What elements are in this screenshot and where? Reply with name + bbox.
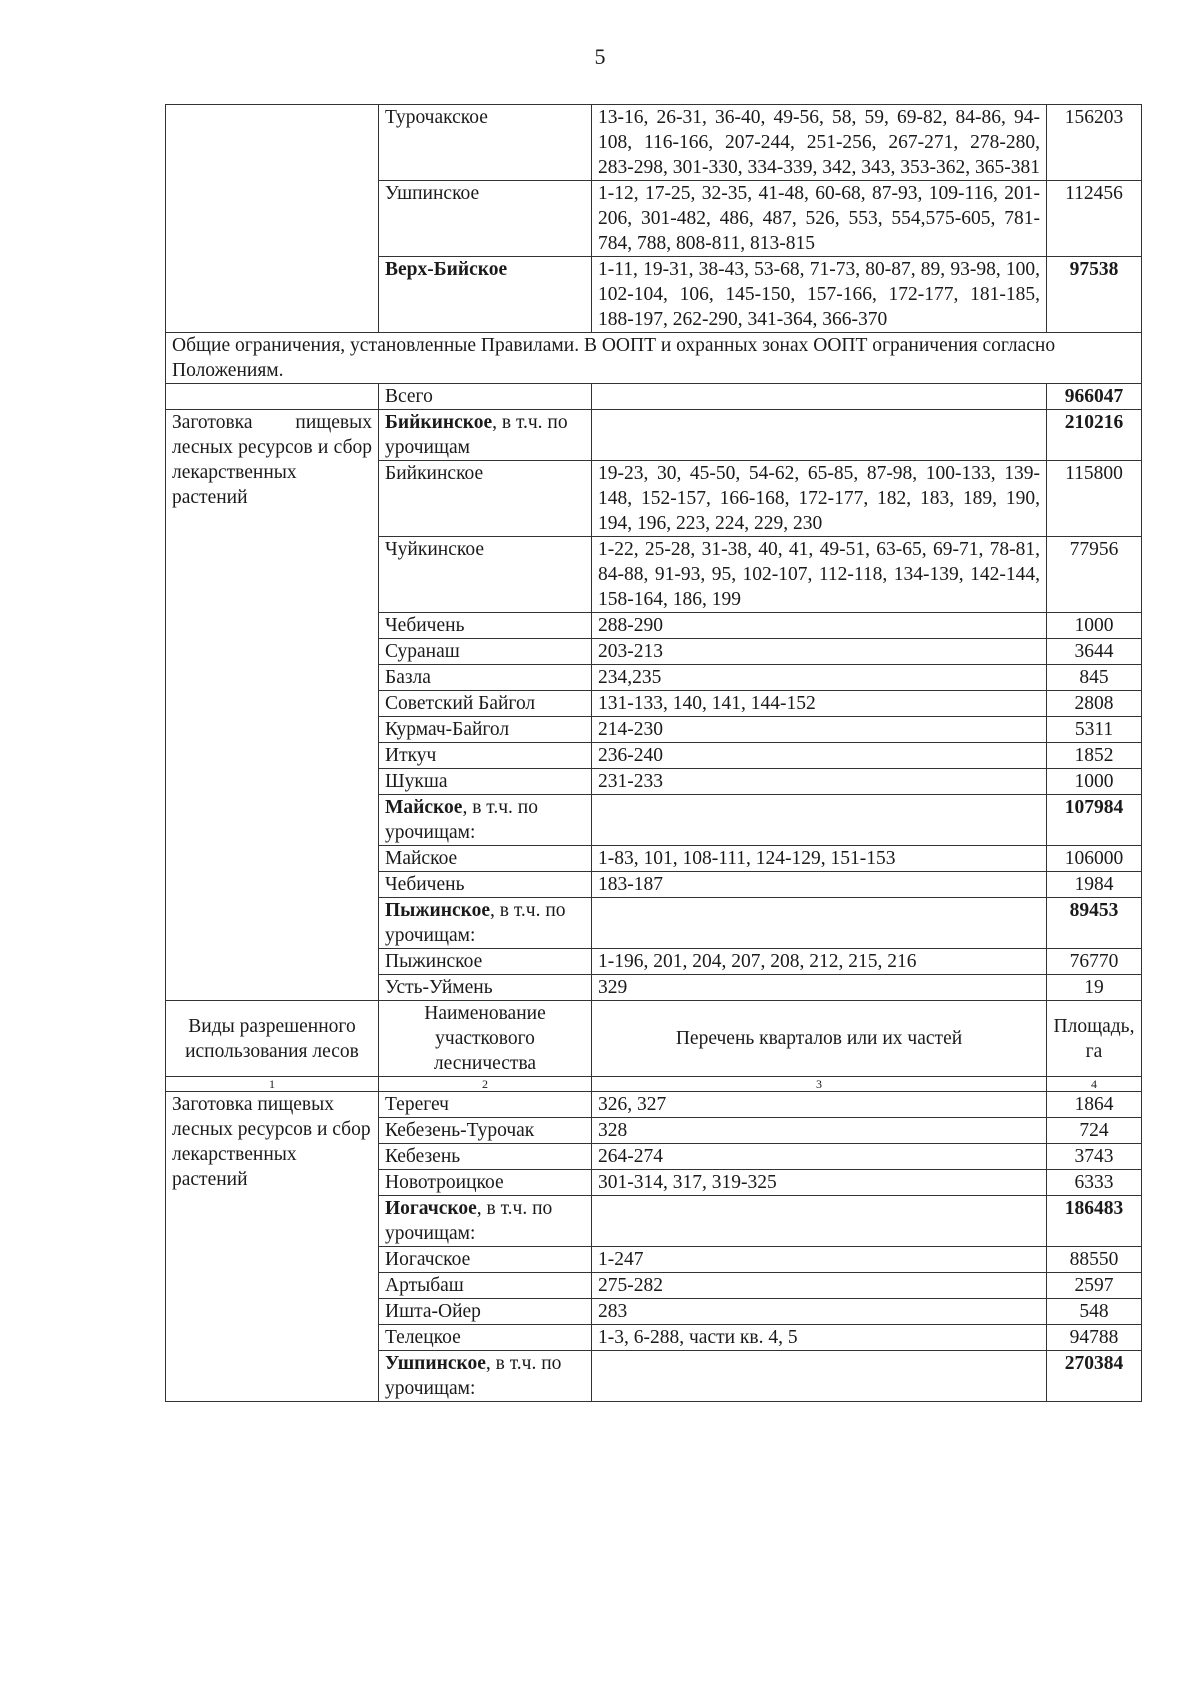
column-number: 2 bbox=[379, 1077, 592, 1092]
table-header-row bbox=[166, 1001, 1142, 1077]
quarters-list: 234,235 bbox=[592, 665, 1047, 691]
quarters-list: 328 bbox=[592, 1118, 1047, 1144]
area-value: 6333 bbox=[1047, 1170, 1142, 1196]
quarters-list: 301-314, 317, 319-325 bbox=[592, 1170, 1047, 1196]
area-value: 2597 bbox=[1047, 1273, 1142, 1299]
header-forestry: Наименование участкового лесничества bbox=[379, 1001, 592, 1077]
quarters-list: 1-196, 201, 204, 207, 208, 212, 215, 216 bbox=[592, 949, 1047, 975]
area-value: 156203 bbox=[1047, 105, 1142, 181]
use-type-label: Заготовка пищевых лесных ресурсов и сбор лекарственных растений bbox=[166, 1092, 379, 1402]
forestry-head-name: Майское bbox=[385, 797, 463, 818]
quarters-list: 19-23, 30, 45-50, 54-62, 65-85, 87-98, 100-133, 139-148, 152-157, 166-168, 172-177, 182, 183, 189, 190, 194, 196, 223, 224, 229, 230 bbox=[592, 461, 1047, 537]
quarters-list: 231-233 bbox=[592, 769, 1047, 795]
table-row bbox=[166, 384, 1142, 410]
area-value: 5311 bbox=[1047, 717, 1142, 743]
district-name: Артыбаш bbox=[379, 1273, 592, 1299]
district-name: Ушпинское bbox=[379, 181, 592, 257]
district-name: Верх-Бийское bbox=[379, 257, 592, 333]
use-type-label: Заготовка пищевых лесных ресурсов и сбор лекарственных растений bbox=[166, 410, 379, 1001]
district-name: Усть-Уймень bbox=[379, 975, 592, 1001]
area-value: 94788 bbox=[1047, 1325, 1142, 1351]
district-name: Пыжинское bbox=[379, 949, 592, 975]
quarters-list-empty bbox=[592, 384, 1047, 410]
quarters-list-empty bbox=[592, 898, 1047, 949]
header-area: Площадь, га bbox=[1047, 1001, 1142, 1077]
forestry-head-name: Иогачское bbox=[385, 1198, 477, 1219]
district-name: Бийкинское bbox=[379, 461, 592, 537]
district-name: Шукша bbox=[379, 769, 592, 795]
quarters-list: 1-83, 101, 108-111, 124-129, 151-153 bbox=[592, 846, 1047, 872]
forestry-head-name: Пыжинское bbox=[385, 900, 491, 921]
column-number-row bbox=[166, 1077, 1142, 1092]
quarters-list: 288-290 bbox=[592, 613, 1047, 639]
forestry-head bbox=[379, 795, 592, 846]
use-type-cell-empty bbox=[166, 105, 379, 333]
forestry-head-area: 210216 bbox=[1047, 410, 1142, 461]
area-value: 76770 bbox=[1047, 949, 1142, 975]
forestry-head bbox=[379, 898, 592, 949]
forestry-head-area: 107984 bbox=[1047, 795, 1142, 846]
forestry-head-area: 89453 bbox=[1047, 898, 1142, 949]
area-value: 1864 bbox=[1047, 1092, 1142, 1118]
area-value: 1852 bbox=[1047, 743, 1142, 769]
header-use-type: Виды разрешенного использования лесов bbox=[166, 1001, 379, 1077]
quarters-list: 13-16, 26-31, 36-40, 49-56, 58, 59, 69-82, 84-86, 94-108, 116-166, 207-244, 251-256, 267-271, 278-280, 283-298, 301-330, 334-339, 342, 343, 353-362, 365-381 bbox=[592, 105, 1047, 181]
quarters-list: 275-282 bbox=[592, 1273, 1047, 1299]
forestry-head-suffix: , в т.ч. по урочищам: bbox=[385, 797, 538, 843]
forestry-head bbox=[379, 1351, 592, 1402]
area-value: 548 bbox=[1047, 1299, 1142, 1325]
forestry-head-suffix: , в т.ч. по урочищам: bbox=[385, 1198, 553, 1244]
column-number: 3 bbox=[592, 1077, 1047, 1092]
forestry-head-name: Ушпинское bbox=[385, 1353, 486, 1374]
quarters-list: 183-187 bbox=[592, 872, 1047, 898]
forestry-head bbox=[379, 410, 592, 461]
area-value: 115800 bbox=[1047, 461, 1142, 537]
quarters-list: 1-3, 6-288, части кв. 4, 5 bbox=[592, 1325, 1047, 1351]
quarters-list: 214-230 bbox=[592, 717, 1047, 743]
district-name: Кебезень-Турочак bbox=[379, 1118, 592, 1144]
forestry-head-name: Бийкинское bbox=[385, 412, 493, 433]
area-value: 2808 bbox=[1047, 691, 1142, 717]
table-row bbox=[166, 410, 1142, 461]
district-name: Базла bbox=[379, 665, 592, 691]
quarters-list: 1-11, 19-31, 38-43, 53-68, 71-73, 80-87, 89, 93-98, 100, 102-104, 106, 145-150, 157-166, 172-177, 181-185, 188-197, 262-290, 341-364, 366-370 bbox=[592, 257, 1047, 333]
forestry-head-area: 270384 bbox=[1047, 1351, 1142, 1402]
forest-use-table bbox=[165, 104, 1142, 1402]
quarters-list: 329 bbox=[592, 975, 1047, 1001]
district-name: Новотроицкое bbox=[379, 1170, 592, 1196]
district-name: Иогачское bbox=[379, 1247, 592, 1273]
district-name: Телецкое bbox=[379, 1325, 592, 1351]
quarters-list: 283 bbox=[592, 1299, 1047, 1325]
district-name: Майское bbox=[379, 846, 592, 872]
area-value: 1984 bbox=[1047, 872, 1142, 898]
area-value: 77956 bbox=[1047, 537, 1142, 613]
table-row bbox=[166, 1092, 1142, 1118]
district-name: Чебичень bbox=[379, 613, 592, 639]
forestry-head-suffix: , в т.ч. по урочищам bbox=[385, 412, 568, 458]
district-name: Терегеч bbox=[379, 1092, 592, 1118]
quarters-list: 1-22, 25-28, 31-38, 40, 41, 49-51, 63-65, 69-71, 78-81, 84-88, 91-93, 95, 102-107, 112-118, 134-139, 142-144, 158-164, 186, 199 bbox=[592, 537, 1047, 613]
forestry-head-suffix: , в т.ч. по урочищам: bbox=[385, 900, 566, 946]
area-value: 3644 bbox=[1047, 639, 1142, 665]
area-value: 19 bbox=[1047, 975, 1142, 1001]
use-type-cell-empty bbox=[166, 384, 379, 410]
district-name: Чебичень bbox=[379, 872, 592, 898]
column-number: 4 bbox=[1047, 1077, 1142, 1092]
forestry-head-area: 186483 bbox=[1047, 1196, 1142, 1247]
total-label: Всего bbox=[379, 384, 592, 410]
area-value: 112456 bbox=[1047, 181, 1142, 257]
area-value: 724 bbox=[1047, 1118, 1142, 1144]
quarters-list: 236-240 bbox=[592, 743, 1047, 769]
column-number: 1 bbox=[166, 1077, 379, 1092]
quarters-list: 326, 327 bbox=[592, 1092, 1047, 1118]
quarters-list-empty bbox=[592, 1196, 1047, 1247]
area-value: 97538 bbox=[1047, 257, 1142, 333]
area-value: 3743 bbox=[1047, 1144, 1142, 1170]
forestry-head bbox=[379, 1196, 592, 1247]
district-name: Кебезень bbox=[379, 1144, 592, 1170]
table-row bbox=[166, 105, 1142, 181]
district-name: Чуйкинское bbox=[379, 537, 592, 613]
area-value: 1000 bbox=[1047, 613, 1142, 639]
area-value: 106000 bbox=[1047, 846, 1142, 872]
area-value: 88550 bbox=[1047, 1247, 1142, 1273]
area-value: 845 bbox=[1047, 665, 1142, 691]
district-name: Иткуч bbox=[379, 743, 592, 769]
restrictions-text: Общие ограничения, установленные Правилами. В ООПТ и охранных зонах ООПТ ограничения согласно Положениям. bbox=[166, 333, 1142, 384]
district-name: Советский Байгол bbox=[379, 691, 592, 717]
district-name: Ишта-Ойер bbox=[379, 1299, 592, 1325]
area-value: 1000 bbox=[1047, 769, 1142, 795]
district-name: Суранаш bbox=[379, 639, 592, 665]
quarters-list: 1-12, 17-25, 32-35, 41-48, 60-68, 87-93, 109-116, 201-206, 301-482, 486, 487, 526, 553, 554,575-605, 781-784, 788, 808-811, 813-815 bbox=[592, 181, 1047, 257]
header-quarters: Перечень кварталов или их частей bbox=[592, 1001, 1047, 1077]
forestry-head-suffix: , в т.ч. по урочищам: bbox=[385, 1353, 562, 1399]
district-name: Турочакское bbox=[379, 105, 592, 181]
page-number: 5 bbox=[594, 44, 606, 69]
total-area: 966047 bbox=[1047, 384, 1142, 410]
quarters-list: 203-213 bbox=[592, 639, 1047, 665]
quarters-list: 264-274 bbox=[592, 1144, 1047, 1170]
quarters-list-empty bbox=[592, 1351, 1047, 1402]
district-name: Курмач-Байгол bbox=[379, 717, 592, 743]
restrictions-row bbox=[166, 333, 1142, 384]
quarters-list: 1-247 bbox=[592, 1247, 1047, 1273]
quarters-list-empty bbox=[592, 410, 1047, 461]
quarters-list: 131-133, 140, 141, 144-152 bbox=[592, 691, 1047, 717]
quarters-list-empty bbox=[592, 795, 1047, 846]
